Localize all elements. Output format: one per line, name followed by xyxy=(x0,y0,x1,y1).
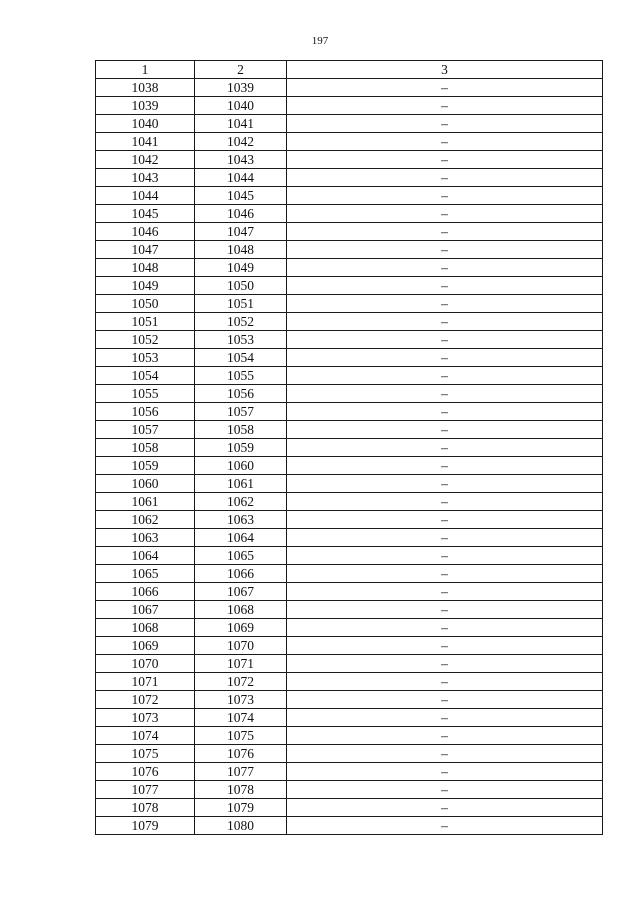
table-cell-col-2: 1044 xyxy=(195,169,287,187)
table-cell-col-2: 1071 xyxy=(195,655,287,673)
table-cell-col-3: – xyxy=(287,745,603,763)
table-cell-col-3: – xyxy=(287,187,603,205)
table-cell-col-1: 1066 xyxy=(96,583,195,601)
table-cell-col-2: 1047 xyxy=(195,223,287,241)
table-cell-col-3: – xyxy=(287,169,603,187)
data-table xyxy=(95,60,603,835)
table-cell-col-3: – xyxy=(287,601,603,619)
table-row xyxy=(96,619,603,637)
table-cell-col-1: 1038 xyxy=(96,79,195,97)
table-cell-col-3: – xyxy=(287,223,603,241)
table-cell-col-2: 1073 xyxy=(195,691,287,709)
page-number: 197 xyxy=(311,35,329,47)
column-header-1: 1 xyxy=(96,61,195,79)
table-cell-col-2: 1059 xyxy=(195,439,287,457)
table-cell-col-1: 1048 xyxy=(96,259,195,277)
table-cell-col-3: – xyxy=(287,79,603,97)
column-header-2: 2 xyxy=(195,61,287,79)
header-row xyxy=(96,61,603,79)
table-cell-col-2: 1067 xyxy=(195,583,287,601)
table-row xyxy=(96,295,603,313)
table-cell-col-1: 1039 xyxy=(96,97,195,115)
table-row xyxy=(96,763,603,781)
table-cell-col-1: 1053 xyxy=(96,349,195,367)
table-cell-col-3: – xyxy=(287,457,603,475)
table-cell-col-1: 1065 xyxy=(96,565,195,583)
table-cell-col-1: 1072 xyxy=(96,691,195,709)
table-cell-col-2: 1069 xyxy=(195,619,287,637)
table-row xyxy=(96,727,603,745)
table-row xyxy=(96,259,603,277)
column-header-3: 3 xyxy=(287,61,603,79)
table-cell-col-1: 1050 xyxy=(96,295,195,313)
table-cell-col-3: – xyxy=(287,421,603,439)
table-row xyxy=(96,817,603,835)
table-cell-col-2: 1054 xyxy=(195,349,287,367)
table-cell-col-2: 1048 xyxy=(195,241,287,259)
table-cell-col-1: 1067 xyxy=(96,601,195,619)
table-cell-col-1: 1073 xyxy=(96,709,195,727)
table-cell-col-1: 1063 xyxy=(96,529,195,547)
table-row xyxy=(96,187,603,205)
table-cell-col-2: 1051 xyxy=(195,295,287,313)
table-cell-col-1: 1051 xyxy=(96,313,195,331)
table-row xyxy=(96,637,603,655)
table-cell-col-2: 1080 xyxy=(195,817,287,835)
table-row xyxy=(96,673,603,691)
table-cell-col-2: 1068 xyxy=(195,601,287,619)
table-cell-col-2: 1053 xyxy=(195,331,287,349)
table-row xyxy=(96,799,603,817)
table-cell-col-1: 1070 xyxy=(96,655,195,673)
table-cell-col-3: – xyxy=(287,475,603,493)
table-cell-col-2: 1057 xyxy=(195,403,287,421)
table-cell-col-1: 1062 xyxy=(96,511,195,529)
table-row xyxy=(96,313,603,331)
table-cell-col-1: 1078 xyxy=(96,799,195,817)
table-cell-col-1: 1055 xyxy=(96,385,195,403)
table-cell-col-3: – xyxy=(287,781,603,799)
table-row xyxy=(96,511,603,529)
table-cell-col-2: 1065 xyxy=(195,547,287,565)
table-cell-col-2: 1077 xyxy=(195,763,287,781)
table-cell-col-3: – xyxy=(287,637,603,655)
table-row xyxy=(96,133,603,151)
table-cell-col-1: 1054 xyxy=(96,367,195,385)
table-cell-col-2: 1064 xyxy=(195,529,287,547)
table-cell-col-3: – xyxy=(287,97,603,115)
table-cell-col-3: – xyxy=(287,655,603,673)
table-cell-col-3: – xyxy=(287,673,603,691)
table-cell-col-3: – xyxy=(287,439,603,457)
table-row xyxy=(96,691,603,709)
table-cell-col-3: – xyxy=(287,619,603,637)
table-row xyxy=(96,655,603,673)
table-cell-col-1: 1058 xyxy=(96,439,195,457)
table-cell-col-2: 1066 xyxy=(195,565,287,583)
table-cell-col-3: – xyxy=(287,151,603,169)
table-row xyxy=(96,403,603,421)
table-row xyxy=(96,601,603,619)
table-row xyxy=(96,565,603,583)
table-cell-col-3: – xyxy=(287,349,603,367)
table-cell-col-1: 1076 xyxy=(96,763,195,781)
table-row xyxy=(96,277,603,295)
table-cell-col-3: – xyxy=(287,295,603,313)
table-row xyxy=(96,169,603,187)
table-row xyxy=(96,529,603,547)
table-cell-col-2: 1041 xyxy=(195,115,287,133)
table-cell-col-3: – xyxy=(287,727,603,745)
table-cell-col-2: 1055 xyxy=(195,367,287,385)
table-cell-col-2: 1039 xyxy=(195,79,287,97)
table-cell-col-1: 1059 xyxy=(96,457,195,475)
table-row xyxy=(96,709,603,727)
table-cell-col-2: 1056 xyxy=(195,385,287,403)
table-cell-col-2: 1060 xyxy=(195,457,287,475)
table-cell-col-2: 1045 xyxy=(195,187,287,205)
table-cell-col-3: – xyxy=(287,547,603,565)
table-cell-col-2: 1050 xyxy=(195,277,287,295)
table-cell-col-1: 1046 xyxy=(96,223,195,241)
table-row xyxy=(96,79,603,97)
table-cell-col-2: 1063 xyxy=(195,511,287,529)
table-cell-col-1: 1056 xyxy=(96,403,195,421)
table-cell-col-3: – xyxy=(287,529,603,547)
table-row xyxy=(96,475,603,493)
table-row xyxy=(96,439,603,457)
table-cell-col-1: 1075 xyxy=(96,745,195,763)
table-body xyxy=(96,79,603,835)
table-row xyxy=(96,493,603,511)
table-row xyxy=(96,385,603,403)
table-cell-col-1: 1052 xyxy=(96,331,195,349)
table-cell-col-1: 1049 xyxy=(96,277,195,295)
table-cell-col-1: 1069 xyxy=(96,637,195,655)
table-cell-col-2: 1052 xyxy=(195,313,287,331)
table-cell-col-2: 1075 xyxy=(195,727,287,745)
table-cell-col-3: – xyxy=(287,241,603,259)
table-row xyxy=(96,583,603,601)
table-cell-col-2: 1062 xyxy=(195,493,287,511)
table-cell-col-1: 1045 xyxy=(96,205,195,223)
table-cell-col-3: – xyxy=(287,817,603,835)
table-row xyxy=(96,223,603,241)
table-cell-col-2: 1043 xyxy=(195,151,287,169)
table-row xyxy=(96,349,603,367)
table-cell-col-2: 1046 xyxy=(195,205,287,223)
table-cell-col-3: – xyxy=(287,709,603,727)
table-cell-col-1: 1068 xyxy=(96,619,195,637)
table-cell-col-3: – xyxy=(287,115,603,133)
table-row xyxy=(96,115,603,133)
table-cell-col-3: – xyxy=(287,583,603,601)
table-cell-col-3: – xyxy=(287,331,603,349)
table-row xyxy=(96,367,603,385)
table-cell-col-1: 1060 xyxy=(96,475,195,493)
table-row xyxy=(96,241,603,259)
table-cell-col-1: 1040 xyxy=(96,115,195,133)
table-cell-col-3: – xyxy=(287,511,603,529)
table-row xyxy=(96,745,603,763)
table-cell-col-2: 1072 xyxy=(195,673,287,691)
table-cell-col-2: 1040 xyxy=(195,97,287,115)
table-cell-col-1: 1074 xyxy=(96,727,195,745)
table-row xyxy=(96,421,603,439)
table-cell-col-3: – xyxy=(287,313,603,331)
table-cell-col-3: – xyxy=(287,799,603,817)
table-cell-col-1: 1077 xyxy=(96,781,195,799)
table-cell-col-3: – xyxy=(287,403,603,421)
table-cell-col-1: 1071 xyxy=(96,673,195,691)
table-header xyxy=(96,61,603,79)
table-cell-col-1: 1041 xyxy=(96,133,195,151)
table-cell-col-3: – xyxy=(287,565,603,583)
table-cell-col-3: – xyxy=(287,763,603,781)
table-cell-col-3: – xyxy=(287,277,603,295)
table-row xyxy=(96,331,603,349)
table-cell-col-2: 1058 xyxy=(195,421,287,439)
table-cell-col-3: – xyxy=(287,205,603,223)
table-row xyxy=(96,781,603,799)
table-cell-col-1: 1064 xyxy=(96,547,195,565)
table-cell-col-3: – xyxy=(287,259,603,277)
table-row xyxy=(96,205,603,223)
table-cell-col-2: 1049 xyxy=(195,259,287,277)
table-cell-col-2: 1061 xyxy=(195,475,287,493)
table-cell-col-3: – xyxy=(287,493,603,511)
table-cell-col-2: 1042 xyxy=(195,133,287,151)
table-cell-col-3: – xyxy=(287,133,603,151)
table-cell-col-2: 1076 xyxy=(195,745,287,763)
table-cell-col-3: – xyxy=(287,367,603,385)
table-row xyxy=(96,97,603,115)
table-cell-col-1: 1047 xyxy=(96,241,195,259)
table-cell-col-2: 1074 xyxy=(195,709,287,727)
table-cell-col-1: 1079 xyxy=(96,817,195,835)
table-cell-col-3: – xyxy=(287,691,603,709)
table-row xyxy=(96,151,603,169)
table-cell-col-1: 1044 xyxy=(96,187,195,205)
table-cell-col-2: 1070 xyxy=(195,637,287,655)
table-row xyxy=(96,547,603,565)
table-cell-col-3: – xyxy=(287,385,603,403)
table-cell-col-2: 1079 xyxy=(195,799,287,817)
table-cell-col-1: 1061 xyxy=(96,493,195,511)
table-cell-col-1: 1043 xyxy=(96,169,195,187)
table-cell-col-1: 1042 xyxy=(96,151,195,169)
table-cell-col-1: 1057 xyxy=(96,421,195,439)
table-cell-col-2: 1078 xyxy=(195,781,287,799)
table-row xyxy=(96,457,603,475)
